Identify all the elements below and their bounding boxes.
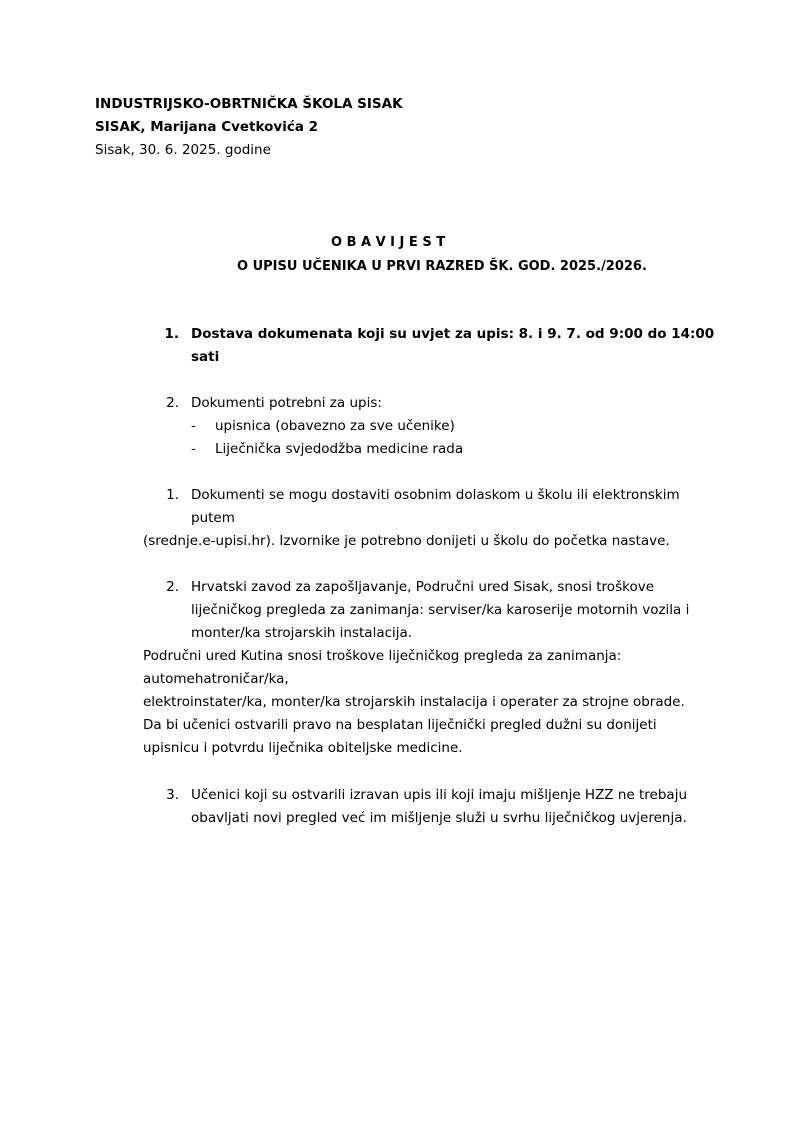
- section-5-line-1: Učenici koji su ostvarili izravan upis ili koji imaju mišljenje HZZ ne trebaju: [191, 787, 688, 803]
- section-2-number: 2.: [166, 395, 179, 411]
- section-2-heading: Dokumenti potrebni za upis:: [191, 395, 382, 411]
- place-date: Sisak, 30. 6. 2025. godine: [95, 142, 271, 158]
- section-3-line-3: (srednje.e-upisi.hr). Izvornike je potrebno donijeti u školu do početka nastave.: [143, 533, 670, 549]
- section-3-line-2: putem: [191, 510, 235, 526]
- school-address: SISAK, Marijana Cvetkovića 2: [95, 119, 319, 135]
- section-3-number: 1.: [166, 487, 179, 503]
- section-4-para-line: automehatroničar/ka,: [143, 671, 289, 687]
- list-item: Liječnička svjedodžba medicine rada: [215, 441, 464, 457]
- document-subtitle: O UPISU UČENIKA U PRVI RAZRED ŠK. GOD. 2025./2026.: [237, 259, 647, 274]
- bullet-marker: -: [191, 441, 196, 457]
- section-4-number: 2.: [166, 579, 179, 595]
- section-1-line-1: Dostava dokumenata koji su uvjet za upis: 8. i 9. 7. od 9:00 do 14:00: [191, 326, 715, 342]
- school-name: INDUSTRIJSKO-OBRTNIČKA ŠKOLA SISAK: [95, 96, 403, 112]
- section-4-line-2: liječničkog pregleda za zanimanja: serviser/ka karoserije motornih vozila i: [191, 602, 690, 618]
- section-5-number: 3.: [166, 787, 179, 803]
- section-3-line-1: Dokumenti se mogu dostaviti osobnim dolaskom u školu ili elektronskim: [191, 487, 680, 503]
- section-1-number: 1.: [164, 326, 179, 342]
- section-4-para-line: elektroinstater/ka, monter/ka strojarskih instalacija i operater za strojne obrade.: [143, 694, 685, 710]
- section-5-line-2: obavljati novi pregled već im mišljenje služi u svrhu liječničkog uvjerenja.: [191, 810, 687, 826]
- section-4-para-line: Područni ured Kutina snosi troškove liječničkog pregleda za zanimanja:: [143, 648, 622, 664]
- bullet-marker: -: [191, 418, 196, 434]
- section-4-para-line: upisnicu i potvrdu liječnika obiteljske medicine.: [143, 740, 463, 756]
- document-title: O B A V I J E S T: [331, 235, 446, 250]
- section-4-para-line: Da bi učenici ostvarili pravo na besplatan liječnički pregled dužni su donijeti: [143, 717, 657, 733]
- section-4-line-3: monter/ka strojarskih instalacija.: [191, 625, 413, 641]
- list-item: upisnica (obavezno za sve učenike): [215, 418, 455, 434]
- section-4-line-1: Hrvatski zavod za zapošljavanje, Područni ured Sisak, snosi troškove: [191, 579, 654, 595]
- section-1-line-2: sati: [191, 349, 220, 365]
